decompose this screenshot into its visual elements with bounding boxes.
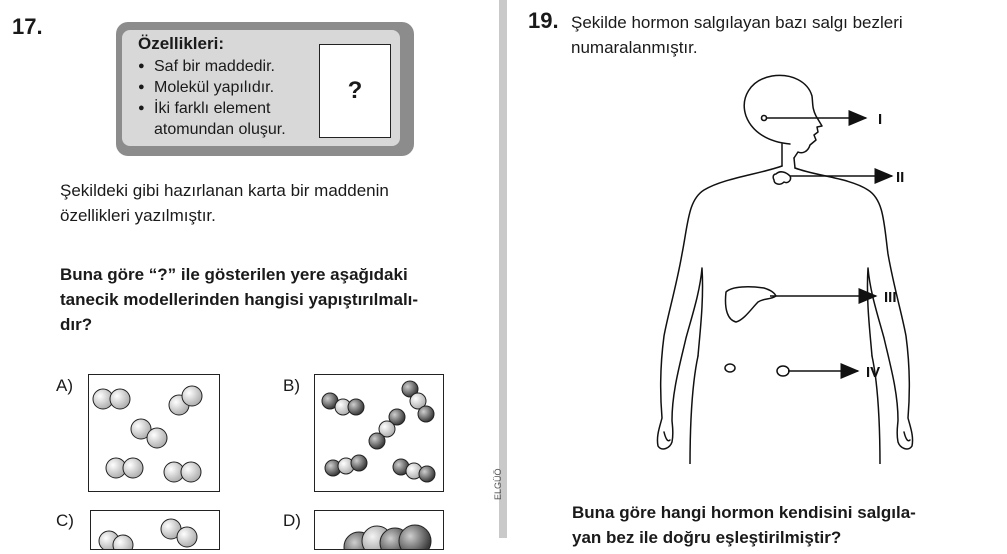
prompt-line: yan bez ile doğru eşleştirilmiştir? (572, 528, 842, 547)
question-19-number: 19. (528, 8, 559, 33)
body-outline (657, 75, 912, 464)
label-iii: III (884, 289, 897, 306)
card-property: ● Molekül yapılıdır. (138, 77, 286, 98)
option-b-label: B) (283, 376, 300, 395)
option-c-label: C) (56, 511, 74, 530)
prompt-line: tanecik modellerinden hangisi yapıştırılmalı- (60, 290, 419, 309)
intro-line: Şekilde hormon salgılayan bazı salgı bezleri (571, 13, 903, 32)
side-margin-text: ELGÜÖ (493, 468, 503, 500)
option-c-particle-model (91, 511, 218, 549)
card-title: Özellikleri: (138, 34, 224, 53)
option-c-box[interactable] (90, 510, 220, 550)
card-property: ● Saf bir maddedir. (138, 56, 286, 77)
label-iv: IV (866, 364, 881, 381)
option-d-particle-model (315, 511, 442, 549)
question-17-prompt (60, 262, 418, 337)
option-b-particle-model (315, 375, 442, 490)
card-property-continued: atomundan oluşur. (154, 121, 286, 138)
question-17-intro (60, 178, 389, 228)
label-i: I (878, 111, 883, 128)
card-properties-list (138, 56, 286, 140)
intro-line: numaralanmıştır. (571, 38, 698, 57)
question-19-intro (571, 10, 903, 60)
prompt-line: Buna göre “?” ile gösterilen yere aşağıdaki (60, 265, 408, 284)
label-ii: II (896, 169, 905, 186)
option-b-box[interactable] (314, 374, 444, 492)
option-a-particle-model (89, 375, 218, 490)
option-a-box[interactable] (88, 374, 220, 492)
human-body-figure (640, 74, 920, 464)
intro-line: özellikleri yazılmıştır. (60, 206, 216, 225)
column-divider (499, 0, 507, 538)
question-17-number: 17. (12, 14, 43, 39)
option-d-box[interactable] (314, 510, 444, 550)
unknown-model-box: ? (319, 44, 391, 138)
option-d-label: D) (283, 511, 301, 530)
card-property: ● İki farklı element (138, 98, 286, 119)
question-19-prompt (572, 500, 916, 550)
pointer-arrows (762, 116, 893, 372)
option-a-label: A) (56, 376, 73, 395)
intro-line: Şekildeki gibi hazırlanan karta bir maddenin (60, 181, 389, 200)
prompt-line: Buna göre hangi hormon kendisini salgıla- (572, 503, 916, 522)
prompt-line: dır? (60, 315, 93, 334)
